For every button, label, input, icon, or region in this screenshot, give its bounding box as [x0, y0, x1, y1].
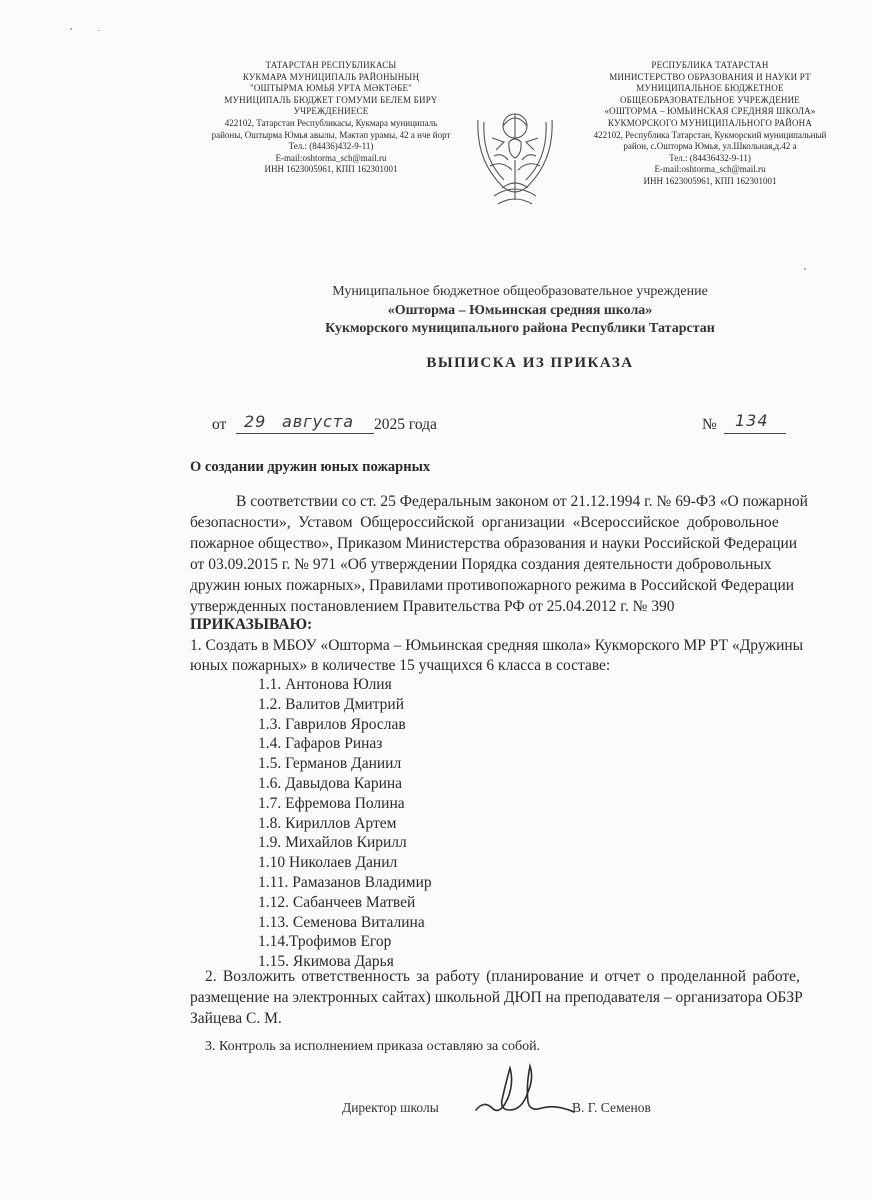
item3-line: 3. Контроль за исполнением приказа оставляю за собой. — [205, 1039, 541, 1054]
list-item: 1.15. Якимова Дарья — [258, 953, 394, 971]
header-right-line: МИНИСТЕРСТВО ОБРАЗОВАНИЯ И НАУКИ РТ — [609, 71, 811, 82]
header-left-line: ИНН 1623005961, КПП 162301001 — [264, 164, 398, 175]
list-item: 1.10 Николаев Данил — [258, 854, 398, 872]
header-right-line: КУКМОРСКОГО МУНИЦИПАЛЬНОГО РАЙОНА — [607, 117, 813, 128]
signer-name: В. Г. Семенов — [572, 1100, 651, 1115]
paragraph-line: дружин юных пожарных», Правилами противопожарного режима в Российской Федерации — [190, 577, 795, 594]
handwritten-signature — [470, 1052, 580, 1124]
paragraph-line: утвержденных постановлением Правительства РФ от 25.04.2012 г. № 390 — [190, 598, 675, 615]
order-number: 134 — [735, 411, 769, 430]
header-right-line: «ОШТОРМА – ЮМЬИНСКАЯ СРЕДНЯЯ ШКОЛА» — [604, 106, 816, 117]
header-right-line: Тел.: (84436432-9-11) — [669, 152, 751, 163]
header-right-line: район, с.Ошторма Юмья, ул.Школьная,д.42 а — [623, 141, 797, 152]
header-left-line: МУНИЦИПАЛЬ БЮДЖЕТ ГОМУМИ БЕЛЕМ БИРҮ — [224, 94, 438, 105]
header-right-line: ИНН 1623005961, КПП 162301001 — [643, 175, 777, 186]
header-left-line: Тел.: (84436)432-9-11) — [288, 141, 374, 152]
header-left-line: "ОШТЫРМА ЮМЬЯ УРТА МӘКТӘБЕ" — [249, 83, 413, 94]
order-subject: О создании дружин юных пожарных — [190, 459, 431, 475]
signer-position: Директор школы — [342, 1100, 439, 1115]
scan-speck — [98, 30, 100, 31]
list-item: 1.7. Ефремова Полина — [258, 794, 405, 812]
list-item: 1.3. Гаврилов Ярослав — [258, 715, 406, 733]
list-item: 1.5. Германов Даниил — [258, 755, 402, 773]
members-list — [258, 675, 432, 972]
item2-line: размещение на электронных сайтах) школьной ДЮП на преподавателя – организатора ОБЗР — [190, 989, 803, 1006]
header-right — [560, 60, 860, 188]
item2-line: 2. Возложить ответственность за работу (планирование и отчет о проделанной работе, — [205, 968, 800, 985]
header-right-line: E-mail:oshtorma_sch@mail.ru — [654, 164, 766, 175]
date-underline — [236, 433, 374, 434]
list-item: 1.13. Семенова Виталина — [258, 913, 425, 931]
list-item: 1.6. Давыдова Карина — [258, 774, 403, 792]
header-right-line: ОБЩЕОБРАЗОВАТЕЛЬНОЕ УЧРЕЖДЕНИЕ — [619, 94, 800, 105]
header-left-line: 422102, Татарстан Республикасы, Кукмара муниципаль — [224, 117, 438, 128]
paragraph-line: В соответствии со ст. 25 Федеральным законом от 21.12.1994 г. № 69-ФЗ «О пожарной — [236, 493, 808, 510]
date-day: 29 — [244, 412, 267, 431]
number-underline — [724, 433, 786, 434]
institution-district: Кукморского муниципального района Республики Татарстан — [325, 321, 715, 336]
header-right-line: 422102, Республика Татарстан, Кукморский муниципальный — [593, 129, 827, 140]
list-item: 1.1. Антонова Юлия — [258, 676, 392, 693]
item2-line: Зайцева С. М. — [190, 1010, 282, 1027]
order-word: ПРИКАЗЫВАЮ: — [190, 616, 313, 633]
list-item: 1.9. Михайлов Кирилл — [258, 834, 407, 852]
list-item: 1.14.Трофимов Егор — [258, 933, 392, 951]
header-left-line: УЧРЕЖДЕНИЕСЕ — [293, 106, 369, 117]
header-right-line: МУНИЦИПАЛЬНОЕ БЮДЖЕТНОЕ — [636, 83, 784, 94]
paragraph-line: безопасности», Уставом Общероссийской организации «Всероссийское добровольное — [190, 514, 779, 531]
paragraph-line: пожарное общество», Приказом Министерства образования и науки Российской Федерации — [190, 535, 798, 552]
list-item: 1.2. Валитов Дмитрий — [258, 695, 405, 713]
header-right-line: РЕСПУБЛИКА ТАТАРСТАН — [651, 60, 769, 70]
date-year: 2025 года — [374, 416, 437, 433]
header-left-line: E-mail:oshtorma_sch@mail.ru — [275, 152, 387, 163]
scan-speck — [804, 268, 806, 270]
list-item: 1.11. Рамазанов Владимир — [258, 873, 432, 891]
institution-name: «Ошторма – Юмьинская средняя школа» — [387, 303, 653, 318]
document-title: ВЫПИСКА ИЗ ПРИКАЗА — [426, 355, 634, 371]
tatarstan-emblem-icon — [472, 100, 558, 210]
date-prefix: от — [212, 416, 227, 433]
item1-line: 1. Создать в МБОУ «Ошторма – Юмьинская средняя школа» Кукморского МР РТ «Дружины — [190, 637, 804, 654]
header-left — [196, 60, 466, 176]
institution-type: Муниципальное бюджетное общеобразовательное учреждение — [332, 284, 708, 299]
header-left-line: КУКМАРА МУНИЦИПАЛЬ РАЙОНЫНЫҢ — [242, 71, 420, 82]
list-item: 1.8. Кириллов Артем — [258, 814, 397, 832]
list-item: 1.12. Сабанчеев Матвей — [258, 893, 416, 911]
date-month: августа — [282, 412, 355, 431]
header-left-line: ТАТАРСТАН РЕСПУБЛИКАСЫ — [265, 60, 397, 70]
order-number-prefix: № — [702, 416, 717, 433]
item1-line: юных пожарных» в количестве 15 учащихся 6 класса в составе: — [190, 657, 611, 674]
list-item: 1.4. Гафаров Риназ — [258, 735, 383, 753]
paragraph-line: от 03.09.2015 г. № 971 «Об утверждении Порядка создания деятельности добровольных — [190, 556, 772, 573]
scan-speck — [70, 28, 72, 30]
header-left-line: районы, Оштырма Юмья авылы, Мәктәп урамы, 42 а нче йорт — [211, 129, 451, 140]
